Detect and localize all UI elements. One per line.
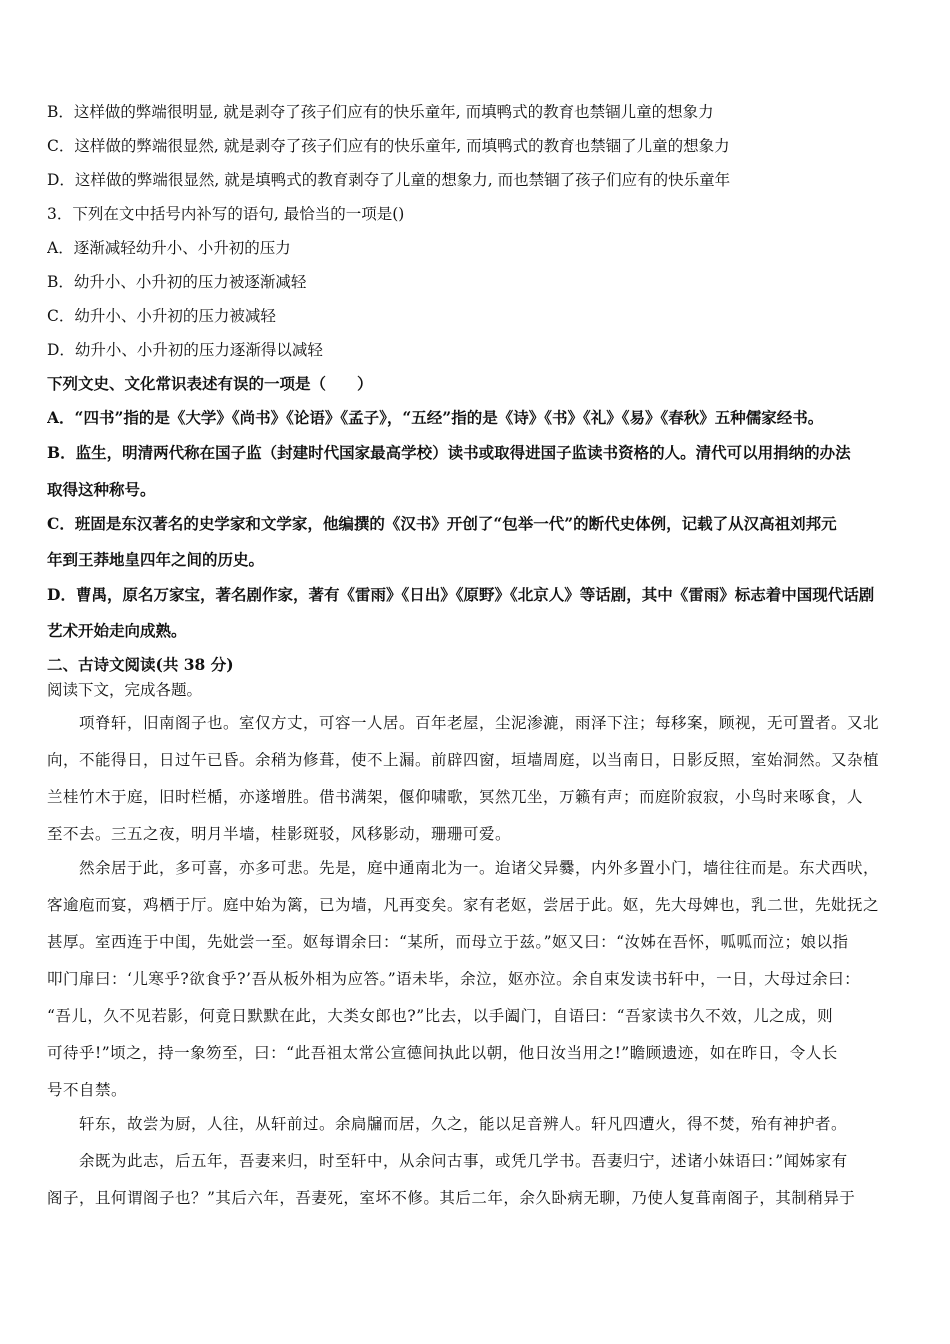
passage-line: 至不去。三五之夜，明月半墙，桂影斑驳，风移影动，珊珊可爱。 bbox=[47, 825, 512, 843]
q4-stem: 下列文史、文化常识表述有误的一项是（ ） bbox=[47, 374, 373, 393]
passage-line: 阁子，且何谓阁子也？”其后六年，吾妻死，室坏不修。其后二年，余久卧病无聊，乃使人复葺南阁子，其制稍异于 bbox=[47, 1189, 856, 1207]
passage-line: 项脊轩，旧南阁子也。室仅方丈，可容一人居。百年老屋，尘泥渗漉，雨泽下注；每移案，顾视，无可置者。又北 bbox=[47, 714, 880, 732]
q4-option-c-line1: C．班固是东汉著名的史学家和文学家，他编撰的《汉书》开创了“包举一代”的断代史体例，记载了从汉高祖刘邦元 bbox=[47, 514, 837, 533]
passage-line: 向，不能得日，日过午已昏。余稍为修葺，使不上漏。前辟四窗，垣墙周庭，以当南日，日影反照，室始洞然。又杂植 bbox=[47, 751, 880, 769]
passage-line: “吾儿，久不见若影，何竟日默默在此，大类女郎也?”比去，以手阖门，自语曰：“吾家读书久不效，儿之成，则 bbox=[47, 1007, 834, 1025]
section-title: 二、古诗文阅读(共 38 分) bbox=[47, 655, 234, 674]
passage-line: 号不自禁。 bbox=[47, 1081, 128, 1099]
passage-line: 客逾庖而宴，鸡栖于厅。庭中始为篱，已为墙，凡再变矣。家有老妪，尝居于此。妪，先大母婢也，乳二世，先妣抚之 bbox=[47, 896, 880, 914]
q2-option-b: B．这样做的弊端很明显, 就是剥夺了孩子们应有的快乐童年, 而填鸭式的教育也禁锢儿童的想象力 bbox=[47, 103, 714, 121]
q4-option-d-line1: D．曹禺，原名万家宝，著名剧作家，著有《雷雨》《日出》《原野》《北京人》等话剧，其中《雷雨》标志着中国现代话剧 bbox=[47, 585, 875, 604]
passage-line: 叩门扉曰：‘儿寒乎?欲食乎?’吾从板外相为应答。”语未毕，余泣，妪亦泣。余自束发读书轩中，一日，大母过余曰： bbox=[47, 970, 861, 988]
q3-option-d: D．幼升小、小升初的压力逐渐得以减轻 bbox=[47, 341, 323, 359]
q2-option-c: C．这样做的弊端很显然, 就是剥夺了孩子们应有的快乐童年, 而填鸭式的教育也禁锢了儿童的想象力 bbox=[47, 137, 730, 155]
passage-paragraph-3 bbox=[47, 1106, 907, 1143]
passage-line: 余既为此志，后五年，吾妻来归，时至轩中，从余问古事，或凭几学书。吾妻归宁，述诸小妹语曰：”闻姊家有 bbox=[47, 1152, 848, 1170]
q3-option-c: C．幼升小、小升初的压力被减轻 bbox=[47, 307, 276, 325]
q4-option-b-line2: 取得这种称号。 bbox=[47, 480, 156, 499]
passage-line: 甚厚。室西连于中闺，先妣尝一至。妪每谓余曰：“某所，而母立于兹。”妪又曰：“汝姊在吾怀，呱呱而泣；娘以指 bbox=[47, 933, 849, 951]
q4-option-a: A．“四书”指的是《大学》《尚书》《论语》《孟子》，“五经”指的是《诗》《书》《礼》《易》《春秋》五种儒家经书。 bbox=[47, 408, 824, 427]
q2-option-d: D．这样做的弊端很显然, 就是填鸭式的教育剥夺了儿童的想象力, 而也禁锢了孩子们应有的快乐童年 bbox=[47, 171, 731, 189]
q3-option-a: A．逐渐减轻幼升小、小升初的压力 bbox=[47, 239, 291, 257]
q4-option-b-line1: B．监生，明清两代称在国子监（封建时代国家最高学校）读书或取得进国子监读书资格的人。清代可以用捐纳的办法 bbox=[47, 443, 851, 462]
passage-line: 然余居于此，多可喜，亦多可悲。先是，庭中通南北为一。迨诸父异爨，内外多置小门，墙往往而是。东犬西吠， bbox=[47, 859, 880, 877]
q4-option-c-line2: 年到王莽地皇四年之间的历史。 bbox=[47, 550, 265, 569]
passage-paragraph-2 bbox=[47, 850, 907, 1109]
passage-line: 轩东，故尝为厨，人往，从轩前过。余扃牖而居，久之，能以足音辨人。轩凡四遭火，得不焚，殆有神护者。 bbox=[47, 1115, 848, 1133]
passage-paragraph-1 bbox=[47, 705, 907, 853]
passage-line: 兰桂竹木于庭，旧时栏楯，亦遂增胜。借书满架，偃仰啸歌，冥然兀坐，万籁有声；而庭阶寂寂，小鸟时来啄食，人 bbox=[47, 788, 864, 806]
q4-option-d-line2: 艺术开始走向成熟。 bbox=[47, 621, 187, 640]
passage-line: 可待乎!”顷之，持一象笏至，曰：“此吾祖太常公宣德间执此以朝，他日汝当用之!”瞻顾遗迹，如在昨日，令人长 bbox=[47, 1044, 838, 1062]
q3-stem: 3．下列在文中括号内补写的语句, 最恰当的一项是() bbox=[47, 205, 405, 223]
q3-option-b: B．幼升小、小升初的压力被逐渐减轻 bbox=[47, 273, 307, 291]
section-instruction: 阅读下文，完成各题。 bbox=[47, 681, 203, 699]
passage-paragraph-4 bbox=[47, 1143, 907, 1217]
